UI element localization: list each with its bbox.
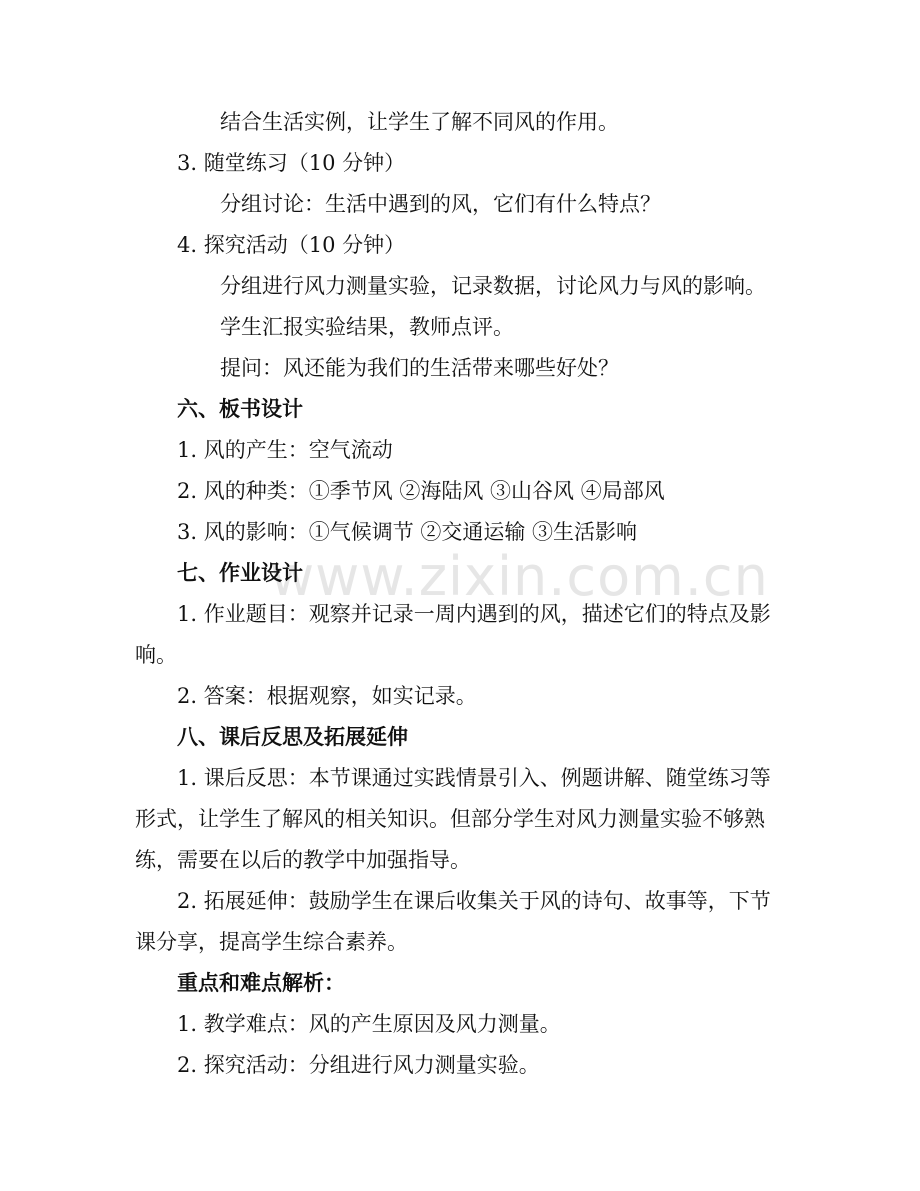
list-item-heading: 3. 随堂练习（10 分钟） (177, 151, 406, 175)
list-item: 3. 风的影响：①气候调节 ②交通运输 ③生活影响 (177, 520, 638, 544)
list-item: 1. 教学难点：风的产生原因及风力测量。 (177, 1012, 561, 1036)
paragraph-line: 响。 (135, 643, 177, 667)
list-item-heading: 4. 探究活动（10 分钟） (177, 233, 406, 257)
section-heading: 六、板书设计 (177, 396, 303, 421)
paragraph-line: 分组进行风力测量实验，记录数据，讨论风力与风的影响。 (220, 274, 766, 298)
list-item: 2. 答案：根据观察，如实记录。 (177, 684, 477, 708)
watermark: www.zixin.com.cn (270, 545, 769, 608)
paragraph-line: 学生汇报实验结果，教师点评。 (220, 315, 514, 339)
paragraph-line: 形式，让学生了解风的相关知识。但部分学生对风力测量实验不够熟 (135, 807, 765, 831)
paragraph-line: 练，需要在以后的教学中加强指导。 (135, 848, 471, 872)
paragraph-line: 课分享，提高学生综合素养。 (135, 930, 408, 954)
list-item: 1. 课后反思：本节课通过实践情景引入、例题讲解、随堂练习等 (177, 766, 771, 790)
section-heading: 重点和难点解析： (177, 970, 345, 995)
list-item: 2. 风的种类：①季节风 ②海陆风 ③山谷风 ④局部风 (177, 479, 665, 503)
list-item: 2. 探究活动：分组进行风力测量实验。 (177, 1053, 540, 1077)
paragraph-line: 分组讨论：生活中遇到的风，它们有什么特点？ (220, 192, 661, 216)
paragraph-line: 结合生活实例，让学生了解不同风的作用。 (220, 110, 619, 134)
paragraph-line: 提问：风还能为我们的生活带来哪些好处？ (220, 356, 619, 380)
section-heading: 七、作业设计 (177, 560, 303, 585)
section-heading: 八、课后反思及拓展延伸 (177, 724, 408, 749)
list-item: 1. 作业题目：观察并记录一周内遇到的风，描述它们的特点及影 (177, 602, 771, 626)
list-item: 2. 拓展延伸：鼓励学生在课后收集关于风的诗句、故事等，下节 (177, 889, 771, 913)
list-item: 1. 风的产生：空气流动 (177, 438, 393, 462)
